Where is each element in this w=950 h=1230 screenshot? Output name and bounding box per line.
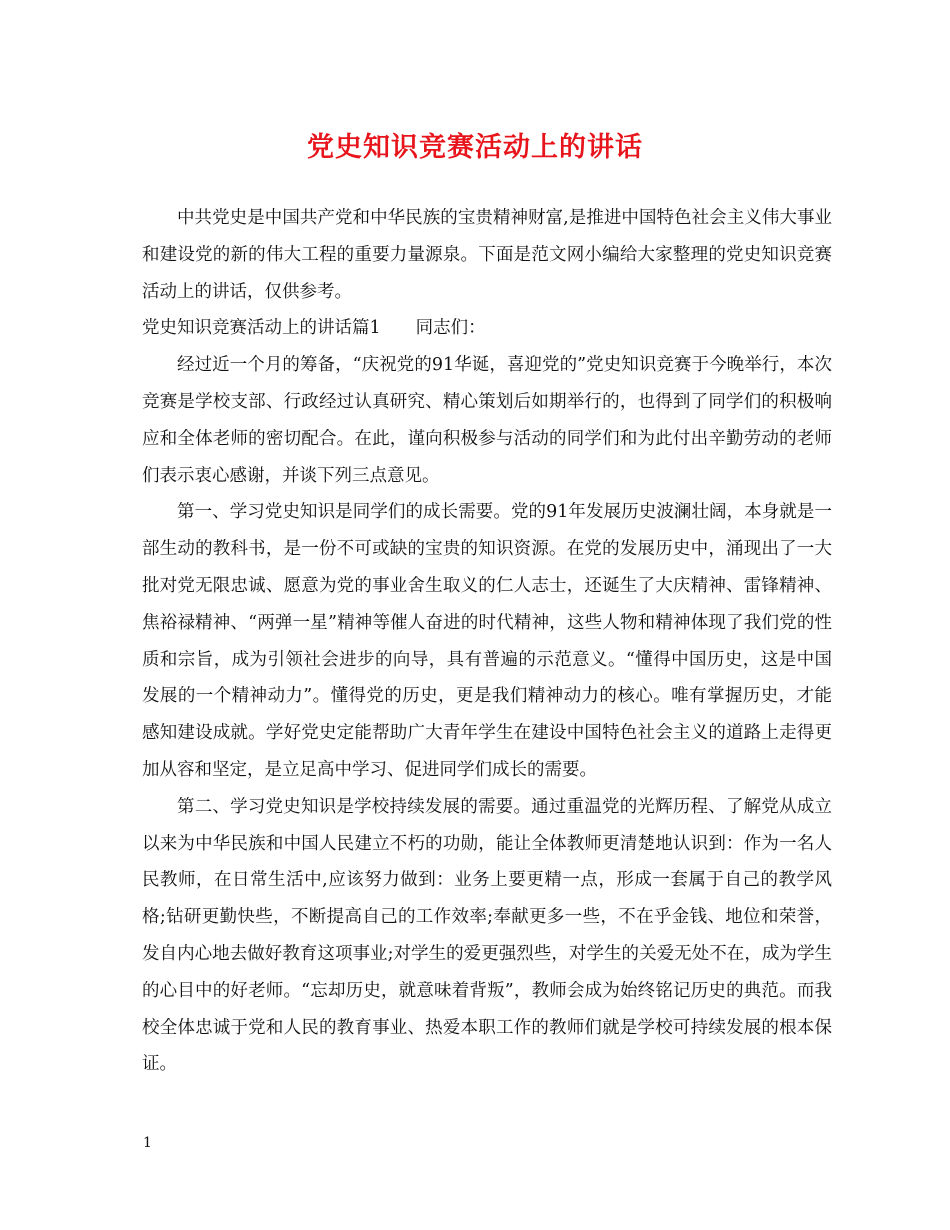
- intro-paragraph: 中共党史是中国共产党和中华民族的宝贵精神财富,是推进中国特色社会主义伟大事业和建设党的新的伟大工程的重要力量源泉。下面是范文网小编给大家整理的党史知识竞赛活动上的讲话，仅供参考。: [142, 208, 832, 302]
- page-number: 1: [143, 1135, 152, 1151]
- document-title: 党史知识竞赛活动上的讲话: [307, 132, 643, 163]
- body-paragraph-2: 第一、学习党史知识是同学们的成长需要。党的91年发展历史波澜壮阔，本身就是一部生动的教科书，是一份不可或缺的宝贵的知识资源。在党的发展历史中，涌现出了一大批对党无限忠诚、愿意为党的事业舍生取义的仁人志士，还诞生了大庆精神、雷锋精神、焦裕禄精神、“两弹一星”精神等催人奋进的时代精神，这些人物和精神体现了我们党的性质和宗旨，成为引领社会进步的向导，具有普遍的示范意义。“懂得中国历史，这是中国发展的一个精神动力”。懂得党的历史，更是我们精神动力的核心。唯有掌握历史，才能感知建设成就。学好党史定能帮助广大青年学生在建设中国特色社会主义的道路上走得更加从容和坚定，是立足高中学习、促进同学们成长的需要。: [142, 502, 832, 780]
- document-body: [142, 200, 832, 1083]
- body-paragraph-1: 经过近一个月的筹备，“庆祝党的91华诞，喜迎党的”党史知识竞赛于今晚举行，本次竞赛是学校支部、行政经过认真研究、精心策划后如期举行的，也得到了同学们的积极响应和全体老师的密切配合。在此，谨向积极参与活动的同学们和为此付出辛勤劳动的老师们表示衷心感谢，并谈下列三点意见。: [142, 355, 832, 486]
- body-paragraph-3: 第二、学习党史知识是学校持续发展的需要。通过重温党的光辉历程、了解党从成立以来为中华民族和中国人民建立不朽的功勋，能让全体教师更清楚地认识到：作为一名人民教师，在日常生活中,应该努力做到：业务上要更精一点，形成一套属于自己的教学风格;钻研更勤快些，不断提高自己的工作效率;奉献更多一些，不在乎金钱、地位和荣誉，发自内心地去做好教育这项事业;对学生的爱更强烈些，对学生的关爱无处不在，成为学生的心目中的好老师。“忘却历史，就意味着背叛”，教师会成为始终铭记历史的典范。而我校全体忠诚于党和人民的教育事业、热爱本职工作的教师们就是学校可持续发展的根本保证。: [142, 796, 832, 1075]
- section-heading: 党史知识竞赛活动上的讲话篇1 同志们：: [142, 318, 486, 339]
